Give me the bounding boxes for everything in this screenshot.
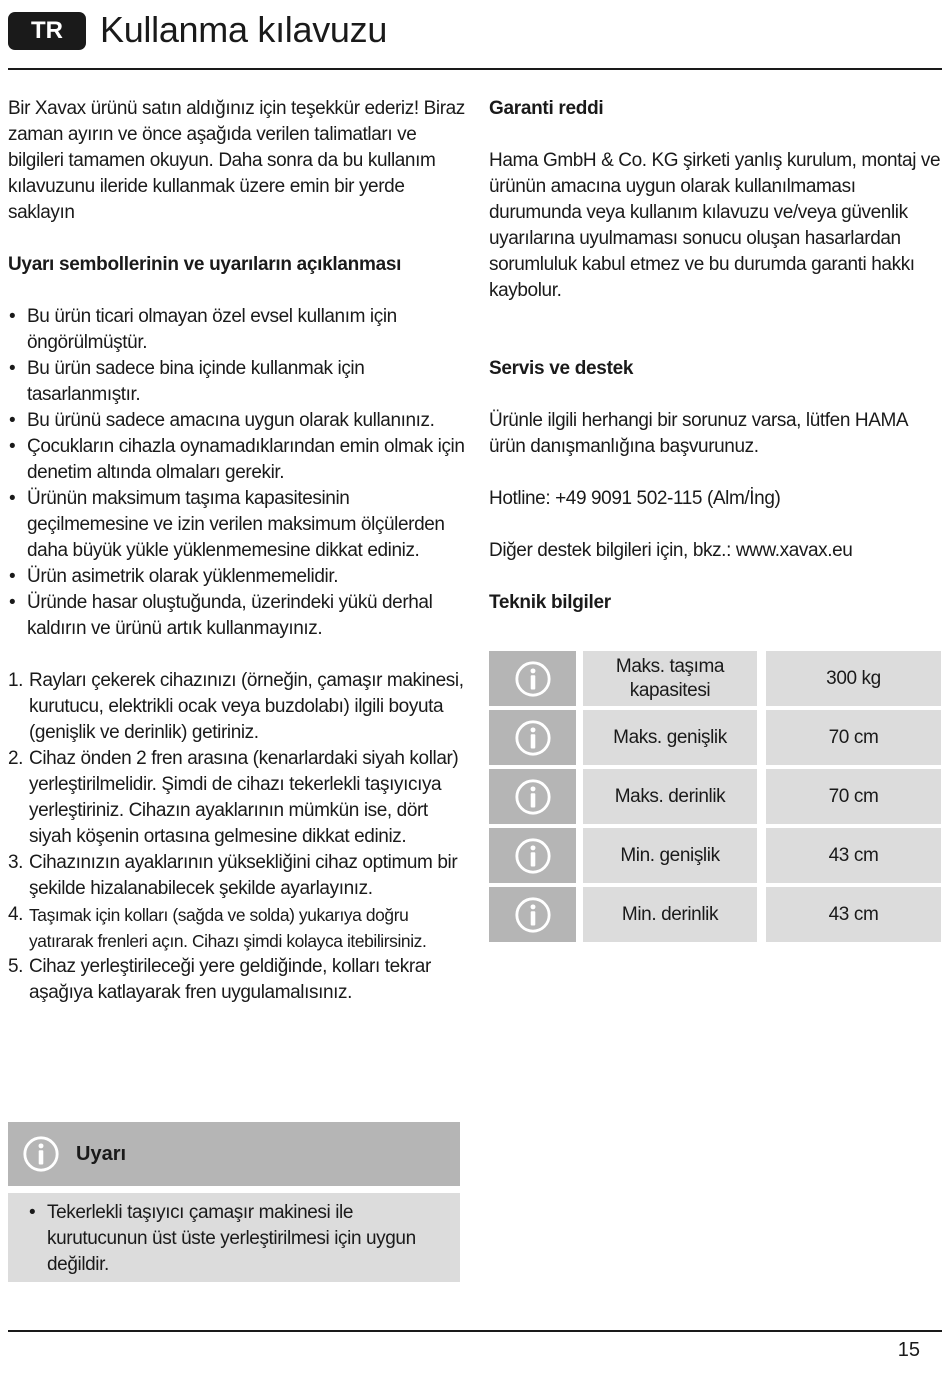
step-text: Cihaz önden 2 fren arasına (kenarlardaki siyah kollar) yerleştirilmelidir. Şimdi de cihazı tekerlekli taşıyıcıya yerleştiriniz. Cihazın ayaklarının mümkün ise, dört siyah köşenin ortasına gelmesine dikkat ediniz. <box>29 748 459 847</box>
footer-divider <box>8 1330 942 1332</box>
info-icon <box>514 778 552 816</box>
table-row <box>489 769 941 824</box>
hotline-text: Hotline: +49 9091 502-115 (Alm/İng) <box>489 488 781 509</box>
header-divider <box>8 68 942 70</box>
list-item: • Ürün asimetrik olarak yüklenmemelidir. <box>8 564 468 590</box>
list-item: • Bu ürün sadece bina içinde kullanmak için tasarlanmıştır. <box>8 356 468 408</box>
spec-value: 70 cm <box>766 769 941 824</box>
step-item <box>8 902 468 954</box>
spec-value: 300 kg <box>766 651 941 706</box>
list-item: • Üründe hasar oluştuğunda, üzerindeki yükü derhal kaldırın ve ürünü artık kullanmayınız. <box>8 590 468 642</box>
step-number: 5. <box>8 956 24 977</box>
spec-value: 43 cm <box>766 887 941 942</box>
instruction-steps <box>8 668 468 1006</box>
info-icon <box>514 837 552 875</box>
support-link-text: Diğer destek bilgileri için, bkz.: www.xavax.eu <box>489 540 853 561</box>
step-item <box>8 746 468 850</box>
warning-title: Uyarı <box>76 1143 127 1165</box>
list-item: • Bu ürünü sadece amacına uygun olarak kullanınız. <box>8 408 468 434</box>
warranty-paragraph: Hama GmbH & Co. KG şirketi yanlış kurulum, montaj ve ürünün amacına uygun olarak kullanılmaması durumunda veya kullanım kılavuzu ve/veya güvenlik uyarılarına uyulmaması sonucu oluşan hasarlardan sorumluluk kabul etmez ve bu durumda garanti hakkı kaybolur. <box>489 150 941 301</box>
spec-icon-cell <box>489 710 576 765</box>
page-number: 15 <box>897 1339 920 1361</box>
tech-heading: Teknik bilgiler <box>489 592 611 613</box>
table-row <box>489 710 941 765</box>
info-icon <box>514 660 552 698</box>
right-column <box>489 96 941 616</box>
intro-paragraph: Bir Xavax ürünü satın aldığınız için teşekkür ederiz! Biraz zaman ayırın ve önce aşağıda verilen talimatları ve bilgileri tamamen okuyun. Daha sonra da bu kullanım kılavuzunu ileride kullanmak üzere emin bir yerde saklayın <box>8 98 465 223</box>
step-number: 3. <box>8 852 24 873</box>
service-paragraph: Ürünle ilgili herhangi bir sorunuz varsa, lütfen HAMA ürün danışmanlığına başvurunuz. <box>489 410 908 457</box>
step-number: 4. <box>8 904 24 925</box>
symbols-heading: Uyarı sembollerinin ve uyarıların açıklanması <box>8 254 402 275</box>
step-text: Taşımak için kolları (sağda ve solda) yukarıya doğru yatırarak frenleri açın. Cihazı şimdi kolayca itebilirsiniz. <box>29 905 427 951</box>
spec-icon-cell <box>489 887 576 942</box>
spec-icon-cell <box>489 769 576 824</box>
warning-header <box>8 1122 460 1186</box>
page-header <box>8 8 942 48</box>
spec-label: Maks. taşıma kapasitesi <box>583 651 757 706</box>
step-item <box>8 850 468 902</box>
warning-list <box>28 1200 448 1278</box>
step-text: Rayları çekerek cihazınızı (örneğin, çamaşır makinesi, kurutucu, elektrikli ocak veya buzdolabı) ilgili boyuta (genişlik ve derinlik) getiriniz. <box>29 670 464 743</box>
spec-value: 43 cm <box>766 828 941 883</box>
step-item <box>8 954 468 1006</box>
step-number: 1. <box>8 670 24 691</box>
list-item: • Tekerlekli taşıyıcı çamaşır makinesi ile kurutucunun üst üste yerleştirilmesi için uygun değildir. <box>28 1200 448 1278</box>
tech-specs-table <box>489 651 941 946</box>
language-badge: TR <box>8 12 86 50</box>
service-heading: Servis ve destek <box>489 358 634 379</box>
spec-label: Min. genişlik <box>583 828 757 883</box>
step-item <box>8 668 468 746</box>
info-icon <box>514 719 552 757</box>
spec-value: 70 cm <box>766 710 941 765</box>
spec-icon-cell <box>489 651 576 706</box>
list-item: • Bu ürün ticari olmayan özel evsel kullanım için öngörülmüştür. <box>8 304 468 356</box>
spec-icon-cell <box>489 828 576 883</box>
list-item: • Ürünün maksimum taşıma kapasitesinin geçilmemesine ve izin verilen maksimum ölçülerden daha büyük yükle yüklenmemesine dikkat ediniz. <box>8 486 468 564</box>
table-row <box>489 887 941 942</box>
list-item: • Çocukların cihazla oynamadıklarından emin olmak için denetim altında olmaları gerekir. <box>8 434 468 486</box>
info-icon <box>22 1135 60 1173</box>
left-column <box>8 96 468 1006</box>
info-icon <box>514 896 552 934</box>
table-row <box>489 828 941 883</box>
spec-label: Maks. genişlik <box>583 710 757 765</box>
warranty-heading: Garanti reddi <box>489 98 604 119</box>
step-text: Cihaz yerleştirileceği yere geldiğinde, kolları tekrar aşağıya katlayarak fren uygulamalısınız. <box>29 956 431 1003</box>
warning-body <box>8 1193 460 1282</box>
table-row <box>489 651 941 706</box>
safety-bullet-list <box>8 304 468 642</box>
step-text: Cihazınızın ayaklarının yüksekliğini cihaz optimum bir şekilde hizalanabilecek şekilde ayarlayınız. <box>29 852 458 899</box>
spec-label: Maks. derinlik <box>583 769 757 824</box>
page-title: Kullanma kılavuzu <box>100 9 388 50</box>
spec-label: Min. derinlik <box>583 887 757 942</box>
step-number: 2. <box>8 748 24 769</box>
